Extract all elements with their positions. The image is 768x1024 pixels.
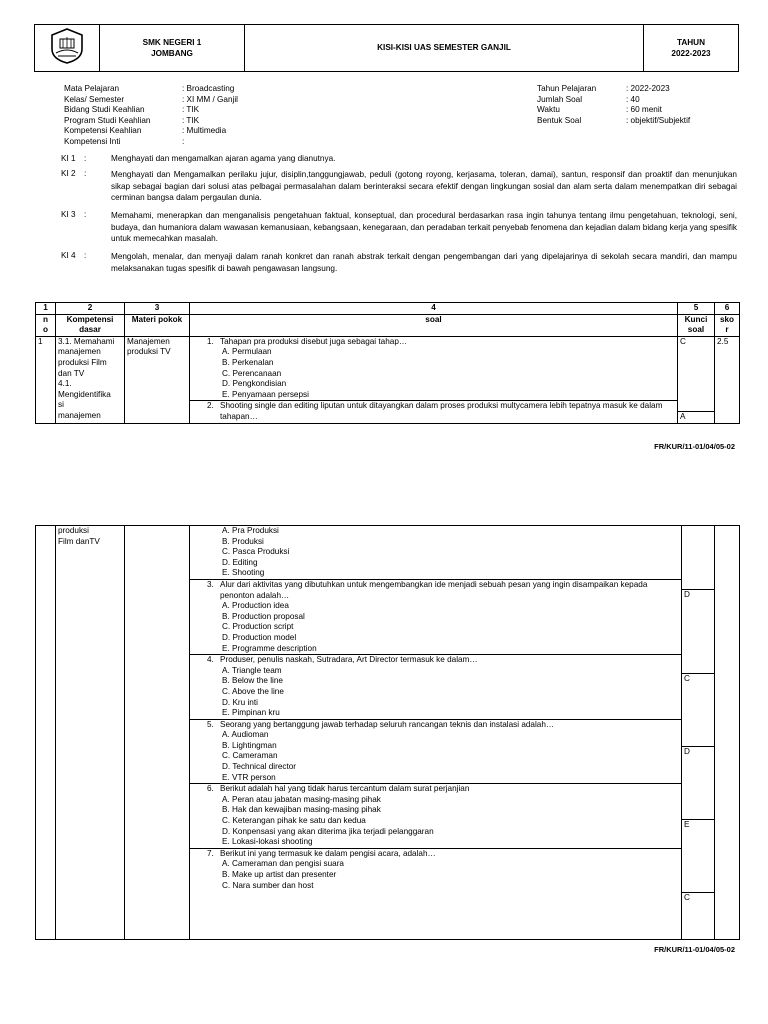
year-cell [644, 25, 739, 72]
option: B. Below the line [222, 676, 283, 686]
logo-cell [35, 25, 100, 72]
meta-row: Kompetensi Keahlian : Multimedia [64, 126, 227, 136]
option: C. Pasca Produksi [222, 547, 290, 557]
option: D. Editing [222, 557, 258, 567]
meta-row: Bentuk Soal : objektif/Subjektif [537, 115, 691, 125]
option: A. Cameraman dan pengisi suara [222, 859, 344, 869]
school-name-cell [100, 25, 245, 72]
option: B. Produksi [222, 536, 264, 546]
answer-key: D [682, 589, 714, 673]
form-code: FR/KUR/11-01/04/05-02 [654, 442, 735, 451]
option: D. Pengkondisian [222, 379, 287, 389]
option: A. Production idea [222, 601, 289, 611]
answer-key: C [682, 673, 714, 746]
option: B. Lightingman [222, 740, 277, 750]
table-row: 1 3.1. Memahami manajemen produksi Film dan TV 4.1. Mengidentifika si manajemen Manajemen produksi TV 1. Tahapan pra produksi disebut juga sebagai tahap… A. Permulaan B. Perkenalan C. Perencanaan D. Pengkondisian E. Penyamaan persepsi 2. Shooting single dan editing liputan untuk ditayangkan dalam proses produksi multycamera lebih tepatnya masuk ke dalam tahapan… C A 2.5 [36, 336, 740, 423]
school-line2: JOMBANG [151, 49, 193, 58]
question-table-page1 [35, 302, 740, 424]
option: D. Konpensasi yang akan diterima jika terjadi pelanggaran [222, 826, 434, 836]
kunci-cell [682, 526, 715, 940]
answer-key: C [682, 892, 714, 904]
option: C. Above the line [222, 686, 284, 696]
meta-left [64, 84, 238, 148]
school-line1: SMK NEGERI 1 [142, 38, 202, 47]
option: E. Lokasi-lokasi shooting [222, 837, 313, 847]
option: C. Perencanaan [222, 368, 282, 378]
meta-row: Kelas/ Semester : XI MM / Ganjil [64, 94, 238, 104]
question-5: 5. Seorang yang bertanggung jawab terhadap seluruh rancangan teknis dan instalasi adalah… [207, 719, 555, 729]
option: A. Pra Produksi [222, 526, 279, 535]
question-7: 7. Berikut ini yang termasuk ke dalam pengisi acara, adalah… [207, 848, 436, 858]
option: E. Pimpinan kru [222, 708, 280, 718]
option: E. Programme description [222, 643, 317, 653]
kompetensi-dasar: 3.1. Memahami manajemen produksi Film dan TV 4.1. Mengidentifika si manajemen [56, 336, 125, 423]
score: 2.5 [715, 336, 740, 423]
option: A. Permulaan [222, 347, 272, 357]
meta-right [537, 84, 690, 126]
option: A. Triangle team [222, 665, 282, 675]
option: B. Make up artist dan presenter [222, 870, 337, 879]
answer-key: D [682, 746, 714, 819]
meta-row: Bidang Studi Keahlian : TIK [64, 105, 200, 115]
answer-key: E [682, 819, 714, 892]
option: B. Production proposal [222, 611, 305, 621]
column-title-row: n o Kompetensi dasar Materi pokok soal Kunci soal sko r [36, 314, 740, 336]
option: A. Peran atau jabatan masing-masing pihak [222, 794, 381, 804]
kunci-cell [678, 336, 715, 423]
answer-key: C [680, 336, 686, 346]
year-label: TAHUN [676, 38, 706, 47]
option: A. Audioman [222, 730, 269, 740]
table-row [36, 526, 740, 940]
question-3: 3. Alur dari aktivitas yang dibutuhkan untuk mengembangkan ide menjadi sebuah pesan yang ingin disampaikan kepada penonton adalah… [207, 579, 648, 600]
meta-row: Waktu : 60 menit [537, 105, 662, 115]
soal-cell [190, 336, 678, 423]
option: D. Production model [222, 632, 297, 642]
meta-row: Mata Pelajaran : Broadcasting [64, 84, 235, 93]
question-1: 1. Tahapan pra produksi disebut juga sebagai tahap… [207, 336, 408, 346]
option: D. Technical director [222, 762, 297, 772]
ki-2: KI 2 : Menghayati dan Mengamalkan perilaku jujur, disiplin,tanggungjawab, peduli (gotong royong, kerjasama, toleran, damai), santun, responsif dan proaktif dan menunjukan sikap sebagai bagian dari solusi atas pelbagai permasalahan dalam berinteraksi secara efektif dengan lingkungan sosial dan alam serta dalam menempatkan diri sebagai cerminan bangsa dalam pergaulan dunia. [61, 169, 737, 202]
option: E. VTR person [222, 772, 276, 782]
document-header [34, 24, 739, 72]
option: B. Hak dan kewajiban masing-masing pihak [222, 805, 381, 815]
answer-key: A [678, 411, 714, 423]
meta-row: Tahun Pelajaran : 2022-2023 [537, 84, 670, 93]
meta-row: Jumlah Soal : 40 [537, 94, 640, 104]
option: E. Penyamaan persepsi [222, 389, 309, 399]
question-6: 6. Berikut adalah hal yang tidak harus tercantum dalam surat perjanjian [207, 784, 470, 794]
option: C. Cameraman [222, 751, 278, 761]
kompetensi-dasar-continued: produksi Film danTV [56, 526, 125, 940]
materi-pokok: Manajemen produksi TV [125, 336, 190, 423]
option: C. Nara sumber dan host [222, 880, 314, 890]
option: B. Perkenalan [222, 357, 274, 367]
option: C. Production script [222, 622, 294, 632]
soal-cell [190, 526, 682, 940]
year-value: 2022-2023 [671, 49, 711, 58]
document-title: KISI-KISI UAS SEMESTER GANJIL [245, 25, 644, 72]
option: D. Kru inti [222, 697, 258, 707]
option: E. Shooting [222, 568, 265, 578]
column-number-row: 1 2 3 4 5 6 [36, 303, 740, 315]
meta-row: Program Studi Keahlian : TIK [64, 115, 200, 125]
question-2: 2. Shooting single dan editing liputan untuk ditayangkan dalam proses produksi multycamera lebih tepatnya masuk ke dalam tahapan… [207, 401, 663, 421]
meta-row: Kompetensi Inti : [64, 136, 185, 146]
ki-3: KI 3 : Memahami, menerapkan dan menganalisis pengetahuan faktual, konseptual, dan procedural berdasarkan rasa ingin tahunya tentang ilmu pengetahuan, teknologi, seni, budaya, dan humaniora dalam wawasan kemanusiaan, kebangsaan, kenegaraan, dan peradaban terkait penyebab fenomena dan kejadian dalam bidang kerja yang spesifik untuk memecahkan masalah. [61, 210, 737, 243]
question-table-page2 [35, 525, 740, 940]
form-code: FR/KUR/11-01/04/05-02 [654, 945, 735, 954]
ki-1: KI 1 : Menghayati dan mengamalkan ajaran agama yang dianutnya. [61, 154, 336, 163]
option: C. Keterangan pihak ke satu dan kedua [222, 816, 366, 826]
school-logo-icon [44, 27, 90, 65]
question-4: 4. Produser, penulis naskah, Sutradara, Art Director termasuk ke dalam… [207, 655, 478, 665]
ki-4: KI 4 : Mengolah, menalar, dan menyaji dalam ranah konkret dan ranah abstrak terkait dengan pengembangan dari yang dipelajarinya di sekolah secara mandiri, dan mampu melaksanakan tugas spesifik di bawah pengawasan langsung. [61, 251, 737, 273]
